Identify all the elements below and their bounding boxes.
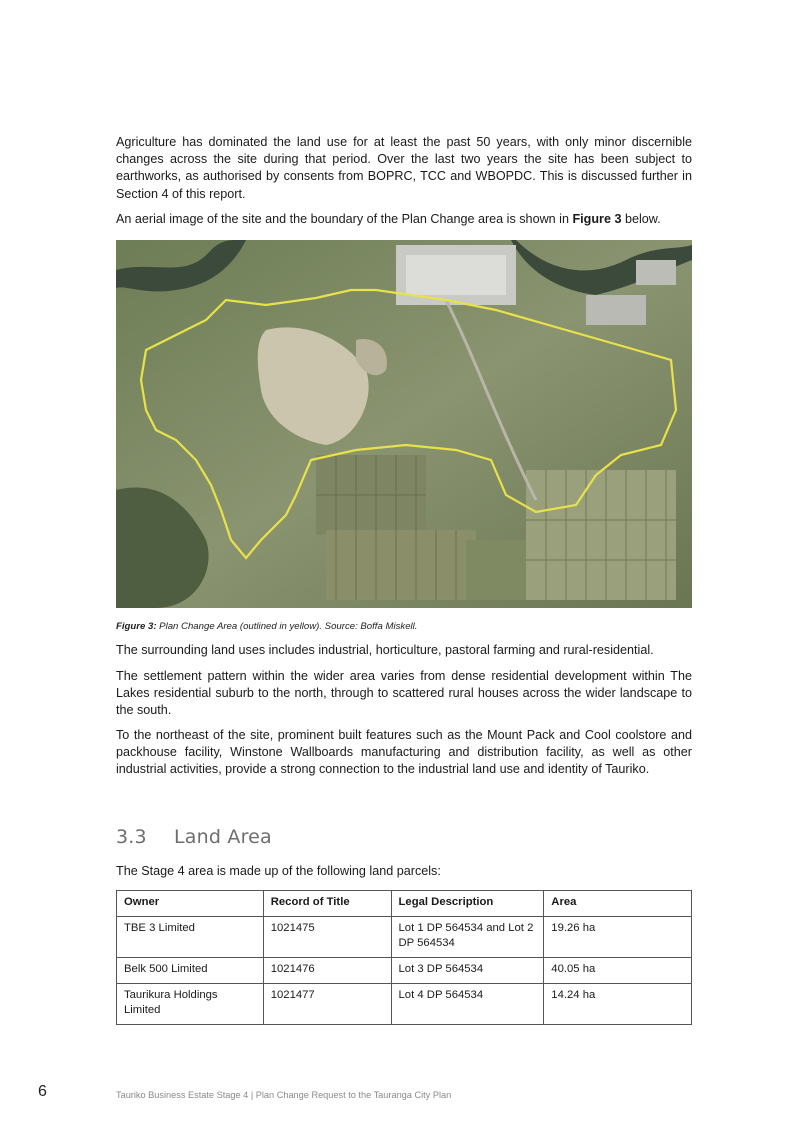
industrial-roof bbox=[406, 255, 506, 295]
footer-text: Tauriko Business Estate Stage 4 | Plan Change Request to the Tauranga City Plan bbox=[116, 1090, 452, 1100]
column-header-record-of-title: Record of Title bbox=[263, 891, 391, 917]
column-header-area: Area bbox=[544, 891, 692, 917]
page-number: 6 bbox=[38, 1083, 47, 1100]
table-row bbox=[117, 958, 692, 984]
section-title: Land Area bbox=[174, 826, 272, 848]
land-parcels-table bbox=[116, 890, 692, 1025]
figure-caption-text: Plan Change Area (outlined in yellow). Source: Boffa Miskell. bbox=[156, 621, 418, 632]
figure-caption bbox=[116, 621, 417, 632]
paragraph-table-intro: The Stage 4 area is made up of the following land parcels: bbox=[116, 864, 441, 878]
paragraph-surrounding-uses: The surrounding land uses includes industrial, horticulture, pastoral farming and rural-residential. bbox=[116, 643, 654, 657]
aerial-photo-drawing bbox=[116, 240, 692, 608]
cell-record-of-title: 1021477 bbox=[263, 984, 391, 1025]
cell-owner: TBE 3 Limited bbox=[117, 917, 264, 958]
cell-area: 14.24 ha bbox=[544, 984, 692, 1025]
cell-legal-description: Lot 4 DP 564534 bbox=[391, 984, 544, 1025]
section-heading bbox=[116, 826, 272, 848]
section-number: 3.3 bbox=[116, 826, 147, 848]
paragraph-land-use-history: Agriculture has dominated the land use for at least the past 50 years, with only minor discernible changes across the site during that period. Over the last two years the site has been subject to earthworks, as authorised by consents from BOPRC, TCC and WBOPDC. This is discussed further in Section 4 of this report. bbox=[116, 135, 692, 201]
column-header-legal-description: Legal Description bbox=[391, 891, 544, 917]
cell-record-of-title: 1021476 bbox=[263, 958, 391, 984]
table-header-row bbox=[117, 891, 692, 917]
aerial-image bbox=[116, 240, 692, 608]
cell-owner: Belk 500 Limited bbox=[117, 958, 264, 984]
paragraph-aerial-intro bbox=[116, 211, 692, 228]
industrial-building-east bbox=[586, 295, 646, 325]
cell-legal-description: Lot 1 DP 564534 and Lot 2 DP 564534 bbox=[391, 917, 544, 958]
paragraph-settlement-pattern: The settlement pattern within the wider area varies from dense residential development within The Lakes residential suburb to the north, through to scattered rural houses across the wider landscape to the south. bbox=[116, 669, 692, 718]
cell-owner: Taurikura Holdings Limited bbox=[117, 984, 264, 1025]
cell-area: 19.26 ha bbox=[544, 917, 692, 958]
column-header-owner: Owner bbox=[117, 891, 264, 917]
cell-area: 40.05 ha bbox=[544, 958, 692, 984]
industrial-building-far-east bbox=[636, 260, 676, 285]
table-row bbox=[117, 984, 692, 1025]
paragraph-aerial-intro-end: below. bbox=[621, 212, 661, 226]
figure-reference: Figure 3 bbox=[572, 212, 622, 226]
figure-caption-label: Figure 3: bbox=[116, 621, 157, 632]
table-row bbox=[117, 917, 692, 958]
paragraph-aerial-intro-start: An aerial image of the site and the boundary of the Plan Change area is shown in bbox=[116, 212, 573, 226]
paragraph-built-features: To the northeast of the site, prominent built features such as the Mount Pack and Cool coolstore and packhouse facility, Winstone Wallboards manufacturing and distribution facility, as well as other industrial activities, provide a strong connection to the industrial land use and identity of Tauriko. bbox=[116, 728, 692, 777]
cell-legal-description: Lot 3 DP 564534 bbox=[391, 958, 544, 984]
cell-record-of-title: 1021475 bbox=[263, 917, 391, 958]
